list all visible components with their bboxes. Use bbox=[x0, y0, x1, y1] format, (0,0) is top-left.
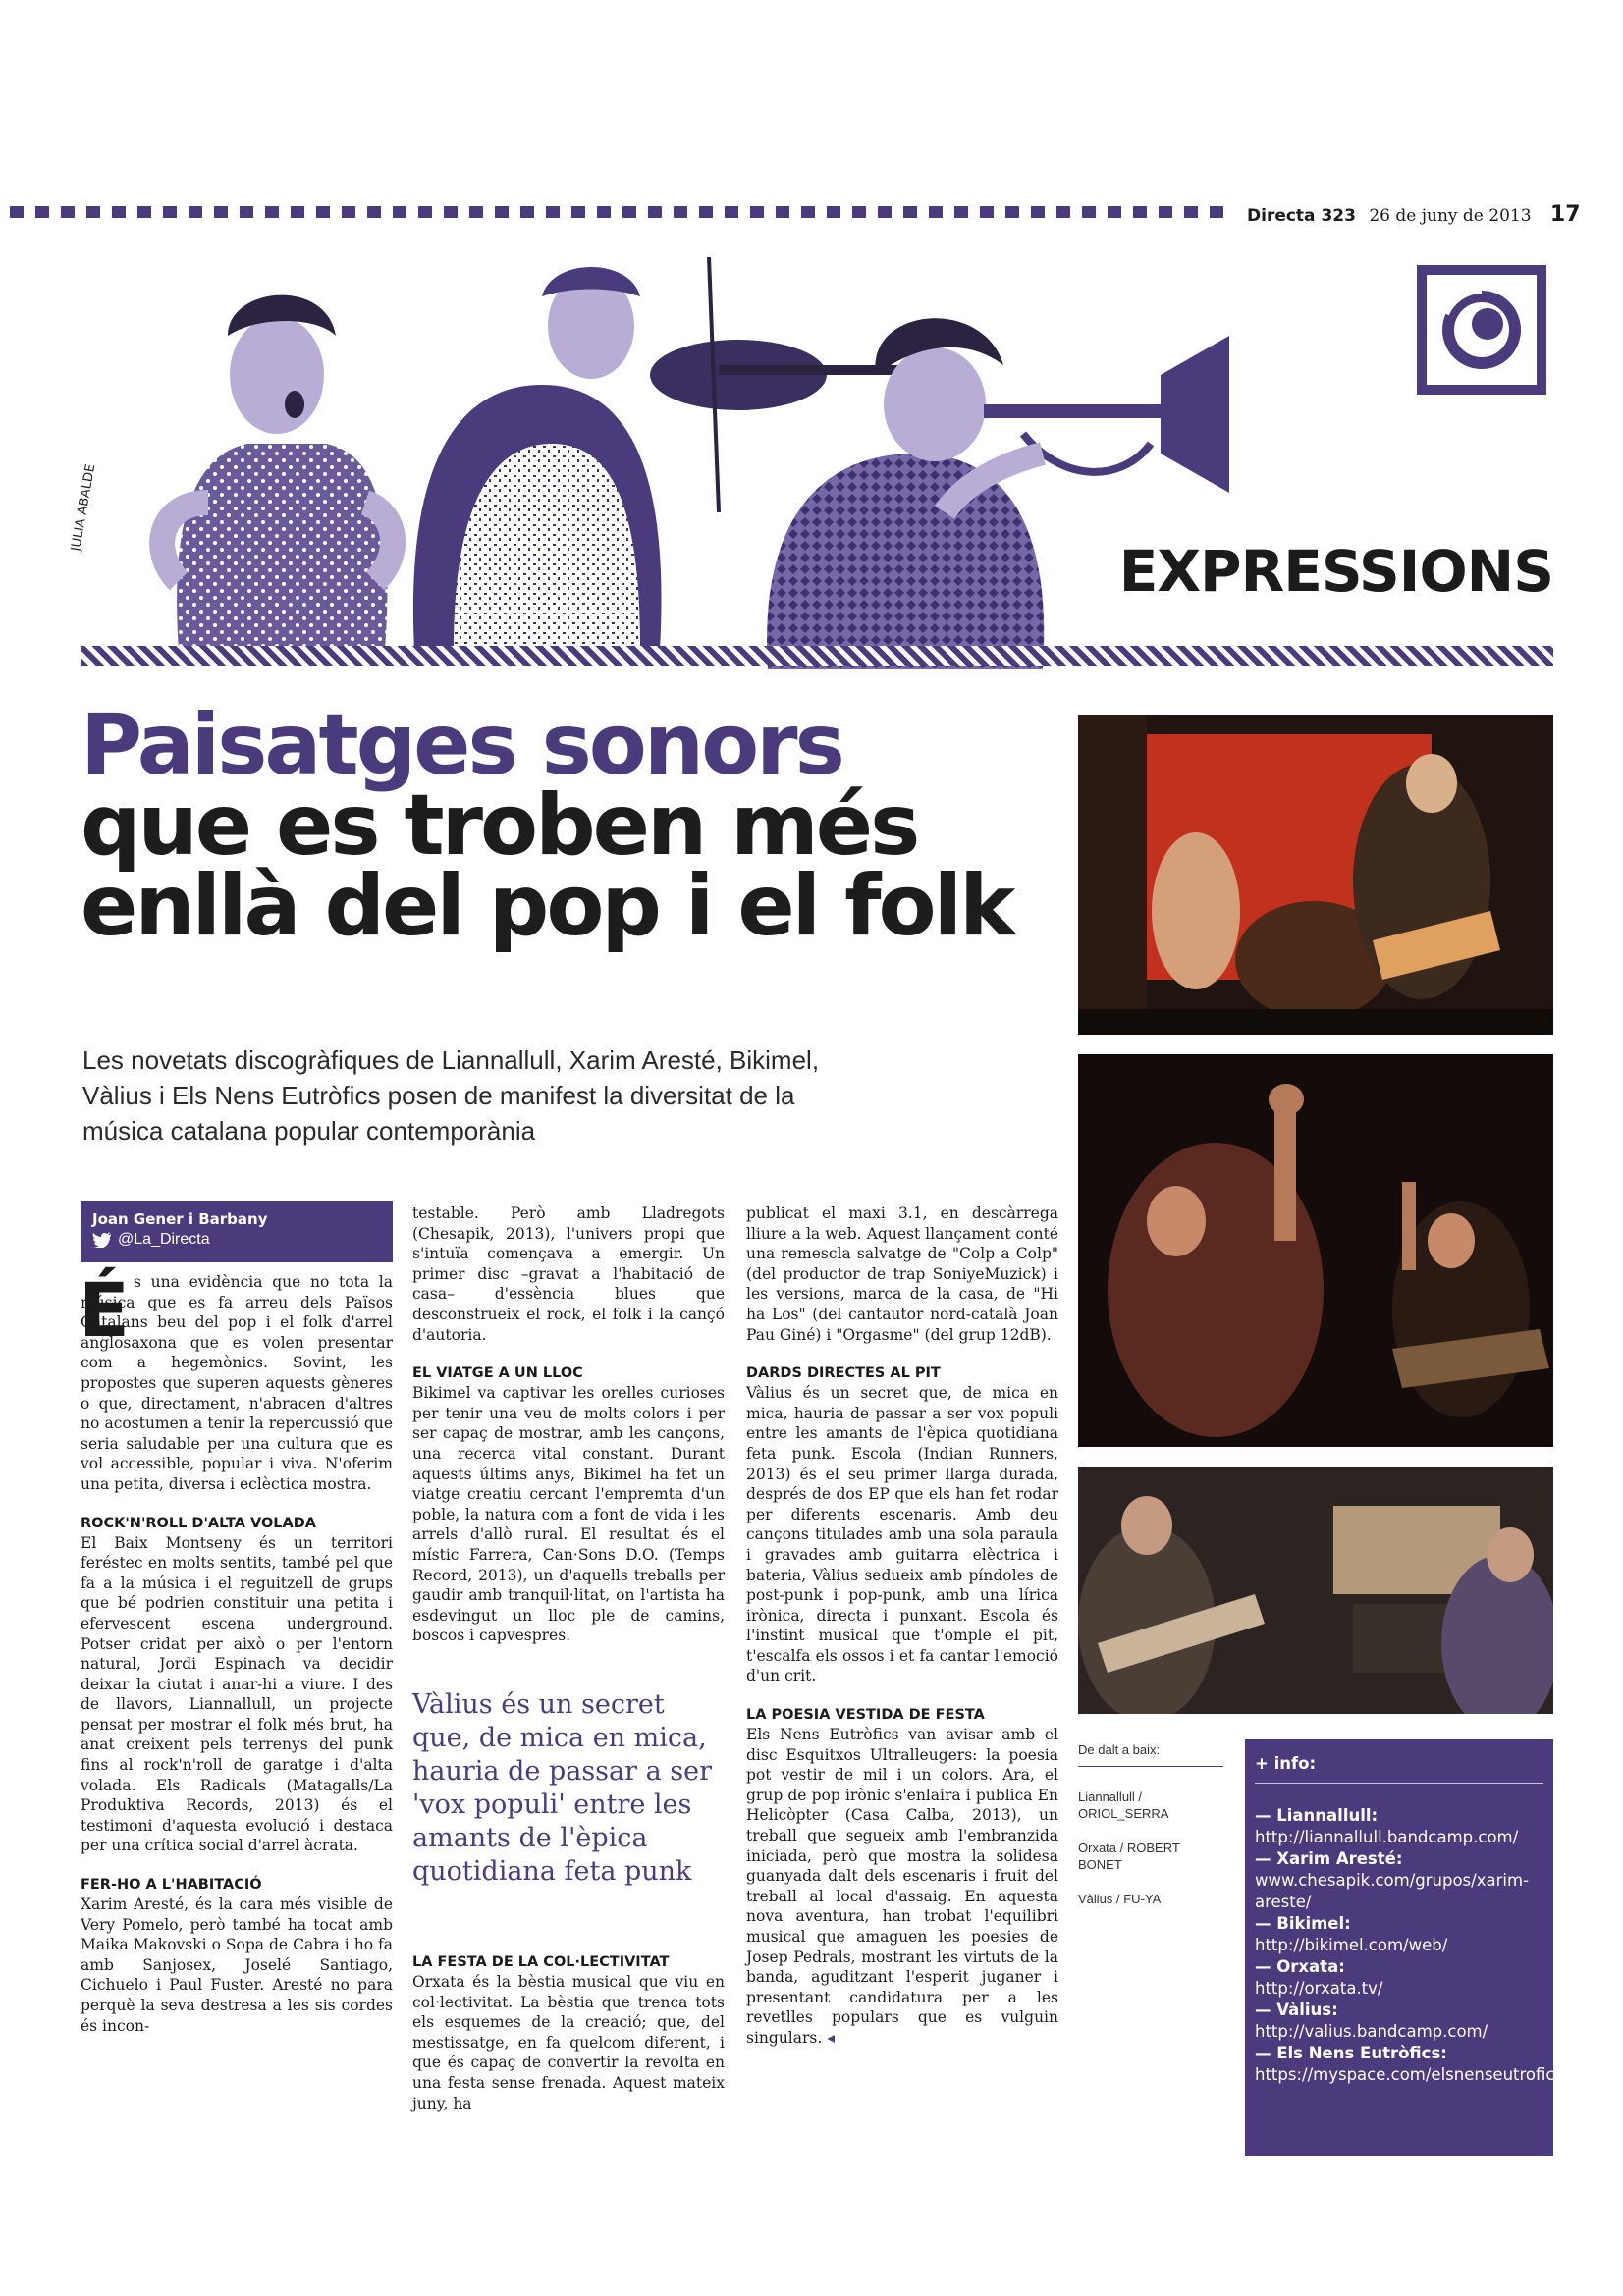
info-box bbox=[1245, 1739, 1564, 2156]
handle-text: @La_Directa bbox=[118, 1231, 210, 1248]
caption-line: BONET bbox=[1078, 1857, 1122, 1872]
article-column-3 bbox=[746, 1203, 1058, 2049]
caption-item bbox=[1078, 1840, 1223, 1873]
paragraph-valius: Vàlius és un secret que, de mica en mica, hauria de passar a ser vox populi entre les amants de l'èpica quotidiana feta punk. Escola (Indian Runners, 2013) és el seu primer llarga durada, després de dos EP que els han fet rodar per diferents escenaris. Amb deu cançons titulades amb una sola paraula i gravades amb guitarra elèctrica i bateria, Vàlius sedueix amb píndoles de post-punk i pop-punk, amb una lírica irònica, directa i punxant. Escola és l'instint musical que t'omple el pit, t'escalfa els ossos i et fa cantar l'emoció d'un crit. bbox=[746, 1384, 1058, 1685]
info-title: + info: bbox=[1255, 1753, 1543, 1784]
paragraph-nens-eutrofics-text: Els Nens Eutròfics van avisar amb el disc Esquitxos Ultralleugers: la poesia pot vestir de mil i un colors. Ara, el grup de pop irònic s'enlaira i publica En Helicòpter (Casa Calba, 2013), un treball que segueix amb l'embranzida iniciada, però que mostra la solidesa guanyada dalt dels escenaris i fruit del treball al local d'assaig. En aquesta nova aventura, han trobat l'equilibri musical que amaguen les poesies de Josep Pedrals, mostrant les virtuts de la banda, aguditzant l'esperit juganer i presentant candidatura per a les revetlles populars que es vulguin singulars. bbox=[746, 1726, 1058, 2047]
subhead-dards: DARDS DIRECTES AL PIT bbox=[746, 1365, 941, 1382]
info-link[interactable]: http://orxata.tv/ bbox=[1255, 1979, 1383, 1998]
caption-line: Liannallull / bbox=[1078, 1789, 1143, 1804]
info-link[interactable]: https://myspace.com/elsnenseutrofics bbox=[1255, 2065, 1564, 2084]
photo-orxata bbox=[1078, 1054, 1553, 1447]
info-name: — Vàlius: bbox=[1255, 2001, 1338, 2019]
paragraph-bikimel: Bikimel va captivar les orelles curioses per tenir una veu de molts colors i per ser capaç de mostrar, amb les cançons, una recerca vital constant. Durant aquests últims anys, Bikimel ha fet un viatge creatiu cercant l'empremta d'un poble, la natura com a font de vida i les arrels d'allò rural. El resultat és el místic Farrera, Can·Sons D.O. (Temps Record, 2013), un d'aquells treballs per gaudir amb tranquil·litat, on l'artista ha esdevingut un lloc ple de camins, boscos i capvespres. bbox=[412, 1384, 725, 1645]
eye-icon bbox=[1417, 265, 1546, 395]
standfirst: Les novetats discogràfiques de Liannallull, Xarim Aresté, Bikimel, Vàlius i Els Nens Eutròfics posen de manifest la diversitat de la música catalana popular contemporània bbox=[82, 1045, 820, 1146]
caption-item bbox=[1078, 1891, 1223, 1907]
section-title: EXPRESSIONS bbox=[1118, 538, 1553, 605]
intro-paragraph: s una evidència que no tota la música que es fa arreu dels Països Catalans beu del pop i el folk d'arrel anglosaxona que es volen presentar com a hegemònics. Sovint, les propostes que superen aquests gèneres o que, directament, n'abracen d'altres no acostumen a tenir la repercussió que seria saludable per una cultura que es vol accessible, popular i viva. N'oferim una petita, diversa i eclèctica mostra. bbox=[81, 1273, 393, 1493]
info-entry-orxata bbox=[1255, 1956, 1543, 2000]
article-column-1 bbox=[81, 1203, 393, 2036]
headline-line-1: Paisatges sonors bbox=[81, 696, 842, 794]
info-name: — Bikimel: bbox=[1255, 1914, 1351, 1933]
caption-line: Vàlius / FU-YA bbox=[1078, 1892, 1162, 1906]
caption-line: Orxata / ROBERT bbox=[1078, 1841, 1180, 1855]
end-mark: ◂ bbox=[827, 2028, 836, 2047]
caption-line: ORIOL_SERRA bbox=[1078, 1806, 1169, 1821]
pull-quote: Vàlius és un secret que, de mica en mica, hauria de passar a ser 'vox populi' entre les amants de l'èpica quotidiana feta punk bbox=[412, 1689, 713, 1887]
info-name: — Liannallull: bbox=[1255, 1806, 1379, 1825]
headline bbox=[81, 696, 1062, 955]
photo-valius bbox=[1078, 1467, 1553, 1714]
info-entry-nens-eutrofics bbox=[1255, 2043, 1564, 2086]
caption-item bbox=[1078, 1789, 1223, 1822]
subhead-poesia: LA POESIA VESTIDA DE FESTA bbox=[746, 1707, 985, 1724]
article-column-2 bbox=[412, 1203, 725, 1646]
issue-date: 26 de juny de 2013 bbox=[1369, 206, 1532, 226]
caption-header: De dalt a baix: bbox=[1078, 1741, 1223, 1767]
paragraph-nens-eutrofics bbox=[746, 1725, 1058, 2049]
paragraph-xarim-cont: testable. Però amb Lladregots (Chesapik, 2013), l'univers propi que s'intuïa començava a emergir. Un primer disc –gravat a l'habitació de casa– d'essència blues que desconstrueix el rock, el folk i la cançó d'autoria. bbox=[412, 1204, 725, 1344]
headline-line-3: enllà del pop i el folk bbox=[81, 857, 1013, 955]
info-entry-valius bbox=[1255, 2000, 1543, 2043]
drop-cap: É bbox=[79, 1266, 130, 1354]
subhead-rocknroll: ROCK'N'ROLL D'ALTA VOLADA bbox=[81, 1515, 316, 1531]
info-name: — Xarim Aresté: bbox=[1255, 1849, 1403, 1868]
info-name: — Orxata: bbox=[1255, 1957, 1345, 1976]
illustration-credit: JULIA ABALDE bbox=[69, 462, 99, 553]
photo-liannallull bbox=[1078, 715, 1553, 1035]
section-illustration bbox=[81, 257, 1553, 669]
info-entry-xarim bbox=[1255, 1848, 1543, 1913]
page-number: 17 bbox=[1549, 202, 1581, 227]
paragraph-orxata: Orxata és la bèstia musical que viu en col·lectivitat. La bèstia que trenca tots els esquemes de la creació; que, del mestissatge, en fa quelcom diferent, i que és capaç de convertir la revolta en una festa sense frenada. Aquest mateix juny, ha bbox=[412, 1973, 725, 2112]
masthead bbox=[1247, 202, 1581, 228]
info-name: — Els Nens Eutròfics: bbox=[1255, 2044, 1447, 2062]
info-link[interactable]: http://liannallull.bandcamp.com/ bbox=[1255, 1828, 1519, 1846]
publication-name: Directa 323 bbox=[1247, 206, 1356, 226]
dotted-rule bbox=[10, 206, 1227, 218]
paragraph-liannallull: El Baix Montseny és un territori feréstec en molts sentits, també pel que fa a la música i el reguitzell de grups que bé podrien constituir una petita i efervescent escena underground. Potser cridat per això o per l'entorn natural, Jordi Espinach va decidir deixar la ciutat i anar-hi a viure. I des de llavors, Liannallull, un projecte pensat per mostrar el folk més brut, ha anat creixent pels terrenys del punk fins al rock'n'roll de garatge i d'alta volada. Els Radicals (Matagalls/La Produktiva Records, 2013) és el testimoni d'aquesta evolució i destaca per una crítica social d'arrel àcrata. bbox=[81, 1533, 393, 1855]
article-column-2-lower bbox=[412, 1953, 725, 2113]
info-link[interactable]: http://bikimel.com/web/ bbox=[1255, 1936, 1448, 1954]
info-link[interactable]: www.chesapik.com/grupos/xarim-areste/ bbox=[1255, 1871, 1529, 1911]
author-name: Joan Gener i Barbany bbox=[92, 1210, 268, 1228]
subhead-viatge: EL VIATGE A UN LLOC bbox=[412, 1365, 583, 1382]
headline-line-2: que es troben més bbox=[81, 776, 918, 875]
subhead-col-lectivitat: LA FESTA DE LA COL·LECTIVITAT bbox=[412, 1954, 670, 1970]
subhead-habitacio: FER-HO A L'HABITACIÓ bbox=[81, 1877, 262, 1894]
paragraph-xarim: Xarim Aresté, és la cara més visible de Very Pomelo, però també ha tocat amb Maika Makovski o Sopa de Cabra i ho fa amb Sanjosex, Joselé Santiago, Cichuelo i Paul Fuster. Aresté no para perquè la seva destresa a les sis cordes és incon- bbox=[81, 1896, 393, 2035]
paragraph-orxata-cont: publicat el maxi 3.1, en descàrrega lliure a la web. Aquest llançament conté una remescla salvatge de "Colp a Colp" (del productor de trap SoniyeMuzick) i les versions, marca de la casa, de "Hi ha Los" (del cantautor nord-català Joan Pau Giné) i "Orgasme" (del grup 12dB). bbox=[746, 1204, 1058, 1344]
info-entry-bikimel bbox=[1255, 1913, 1543, 1956]
info-link[interactable]: http://valius.bandcamp.com/ bbox=[1255, 2022, 1488, 2041]
photo-caption bbox=[1078, 1741, 1223, 1925]
info-entry-liannallull bbox=[1255, 1805, 1543, 1848]
hatched-rule bbox=[81, 646, 1553, 666]
